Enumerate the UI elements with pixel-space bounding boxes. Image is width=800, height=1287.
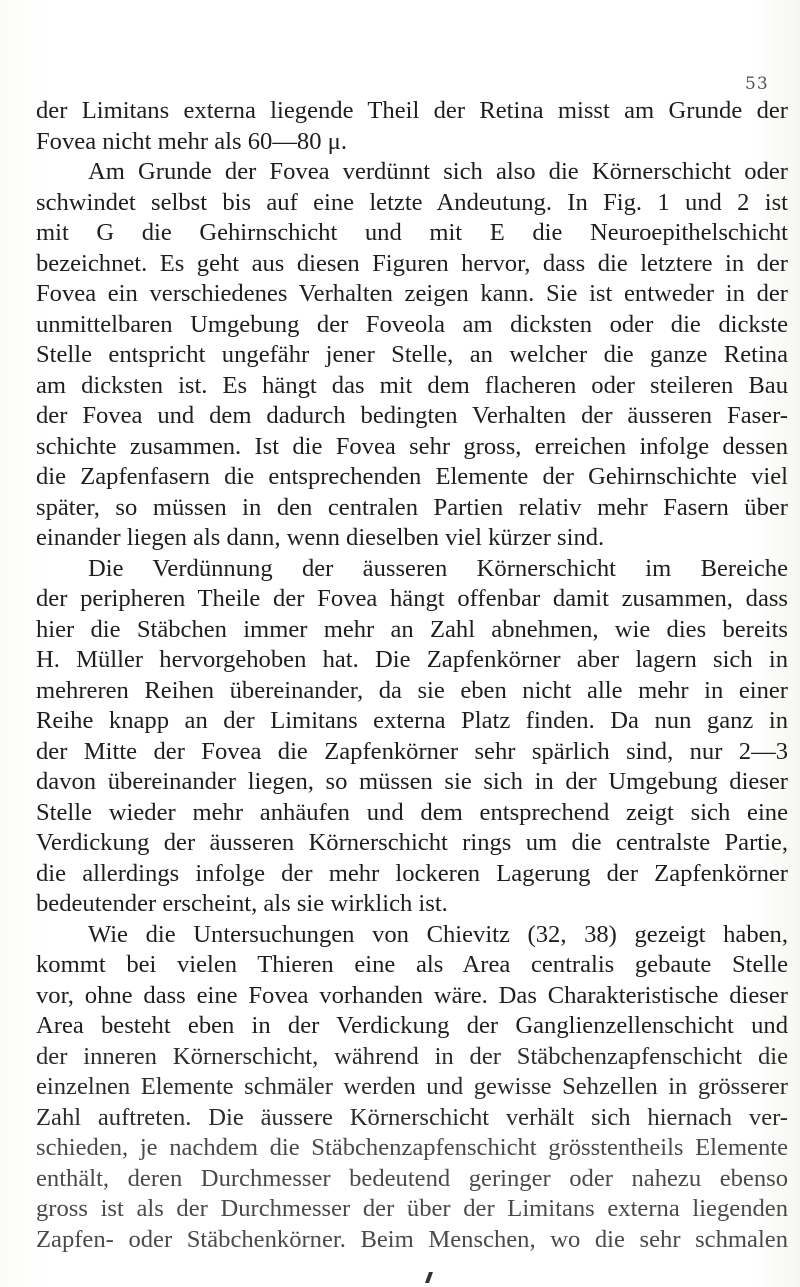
text-line: Stelle wieder mehr anhäufen und dem entsprechend zeigt sich eine (36, 798, 788, 826)
text-line: der Fovea und dem dadurch bedingten Verhalten der äusseren Faser- (36, 402, 788, 429)
text-line: vor, ohne dass eine Fovea vorhanden wäre. Das Charakteristische dieser (36, 981, 788, 1009)
text-line: enthält, deren Durchmesser bedeutend geringer oder nahezu ebenso (36, 1164, 788, 1192)
text-line: bezeichnet. Es geht aus diesen Figuren hervor, dass die letztere in der (36, 249, 788, 277)
page-number: 53 (745, 74, 769, 94)
text-line: Stelle entspricht ungefähr jener Stelle, an welcher die ganze Retina (36, 341, 788, 368)
text-line: Area besteht eben in der Verdickung der Ganglienzellenschicht und (36, 1012, 788, 1039)
text-line: mit G die Gehirnschicht und mit E die Neuroepithelschicht (36, 219, 788, 246)
text-line: Verdickung der äusseren Körnerschicht rings um die centralste Partie, (36, 829, 788, 856)
text-line: hier die Stäbchen immer mehr an Zahl abnehmen, wie dies bereits (36, 615, 788, 643)
text-line: unmittelbaren Umgebung der Foveola am dicksten oder die dickste (36, 310, 788, 338)
body-text (36, 96, 788, 1255)
text-line: die Zapfenfasern die entsprechenden Elemente der Gehirnschichte viel (36, 463, 788, 490)
text-line: H. Müller hervorgehoben hat. Die Zapfenkörner aber lagern sich in (36, 646, 788, 673)
text-line: schieden, je nachdem die Stäbchenzapfenschicht grösstentheils Elemente (36, 1134, 788, 1161)
text-line: Fovea ein verschiedenes Verhalten zeigen kann. Sie ist entweder in der (36, 280, 788, 307)
text-line: später, so müssen in den centralen Partien relativ mehr Fasern über (36, 493, 788, 521)
text-line: einander liegen als dann, wenn dieselben viel kürzer sind. (36, 524, 605, 551)
text-line: Reihe knapp an der Limitans externa Platz finden. Da nun ganz in (36, 707, 788, 734)
text-line: schichte zusammen. Ist die Fovea sehr gross, erreichen infolge dessen (36, 432, 788, 460)
text-line: bedeutender erscheint, als sie wirklich ist. (36, 890, 448, 917)
text-line: der peripheren Theile der Fovea hängt offenbar damit zusammen, dass (36, 585, 788, 612)
text-line: einzelnen Elemente schmäler werden und gewisse Sehzellen in grösserer (36, 1073, 788, 1100)
text-line: mehreren Reihen übereinander, da sie eben nicht alle mehr in einer (36, 676, 788, 704)
text-line: gross ist als der Durchmesser der über der Limitans externa liegenden (36, 1195, 788, 1222)
text-line: Wie die Untersuchungen von Chievitz (32, 38) gezeigt haben, (88, 920, 788, 948)
ink-mark (425, 1272, 433, 1283)
text-line: Am Grunde der Fovea verdünnt sich also die Körnerschicht oder (88, 158, 788, 185)
text-line: Zapfen- oder Stäbchenkörner. Beim Menschen, wo die sehr schmalen (36, 1225, 788, 1253)
text-line: Zahl auftreten. Die äussere Körnerschicht verhält sich hiernach ver- (36, 1103, 788, 1131)
text-line: der Mitte der Fovea die Zapfenkörner sehr spärlich sind, nur 2—3 (36, 737, 788, 765)
text-line: die allerdings infolge der mehr lockeren Lagerung der Zapfenkörner (36, 859, 788, 887)
text-line: der Limitans externa liegende Theil der Retina misst am Grunde der (36, 97, 788, 124)
text-line: davon übereinander liegen, so müssen sie sich in der Umgebung dieser (36, 768, 788, 795)
text-line: schwindet selbst bis auf eine letzte Andeutung. In Fig. 1 und 2 ist (36, 188, 788, 216)
text-line: kommt bei vielen Thieren eine als Area centralis gebaute Stelle (36, 951, 788, 978)
text-line: der inneren Körnerschicht, während in der Stäbchenzapfenschicht die (36, 1042, 788, 1070)
text-line: am dicksten ist. Es hängt das mit dem flacheren oder steileren Bau (36, 371, 788, 399)
text-line: Die Verdünnung der äusseren Körnerschicht im Bereiche (88, 554, 788, 582)
text-line: Fovea nicht mehr als 60—80 μ. (36, 127, 347, 155)
